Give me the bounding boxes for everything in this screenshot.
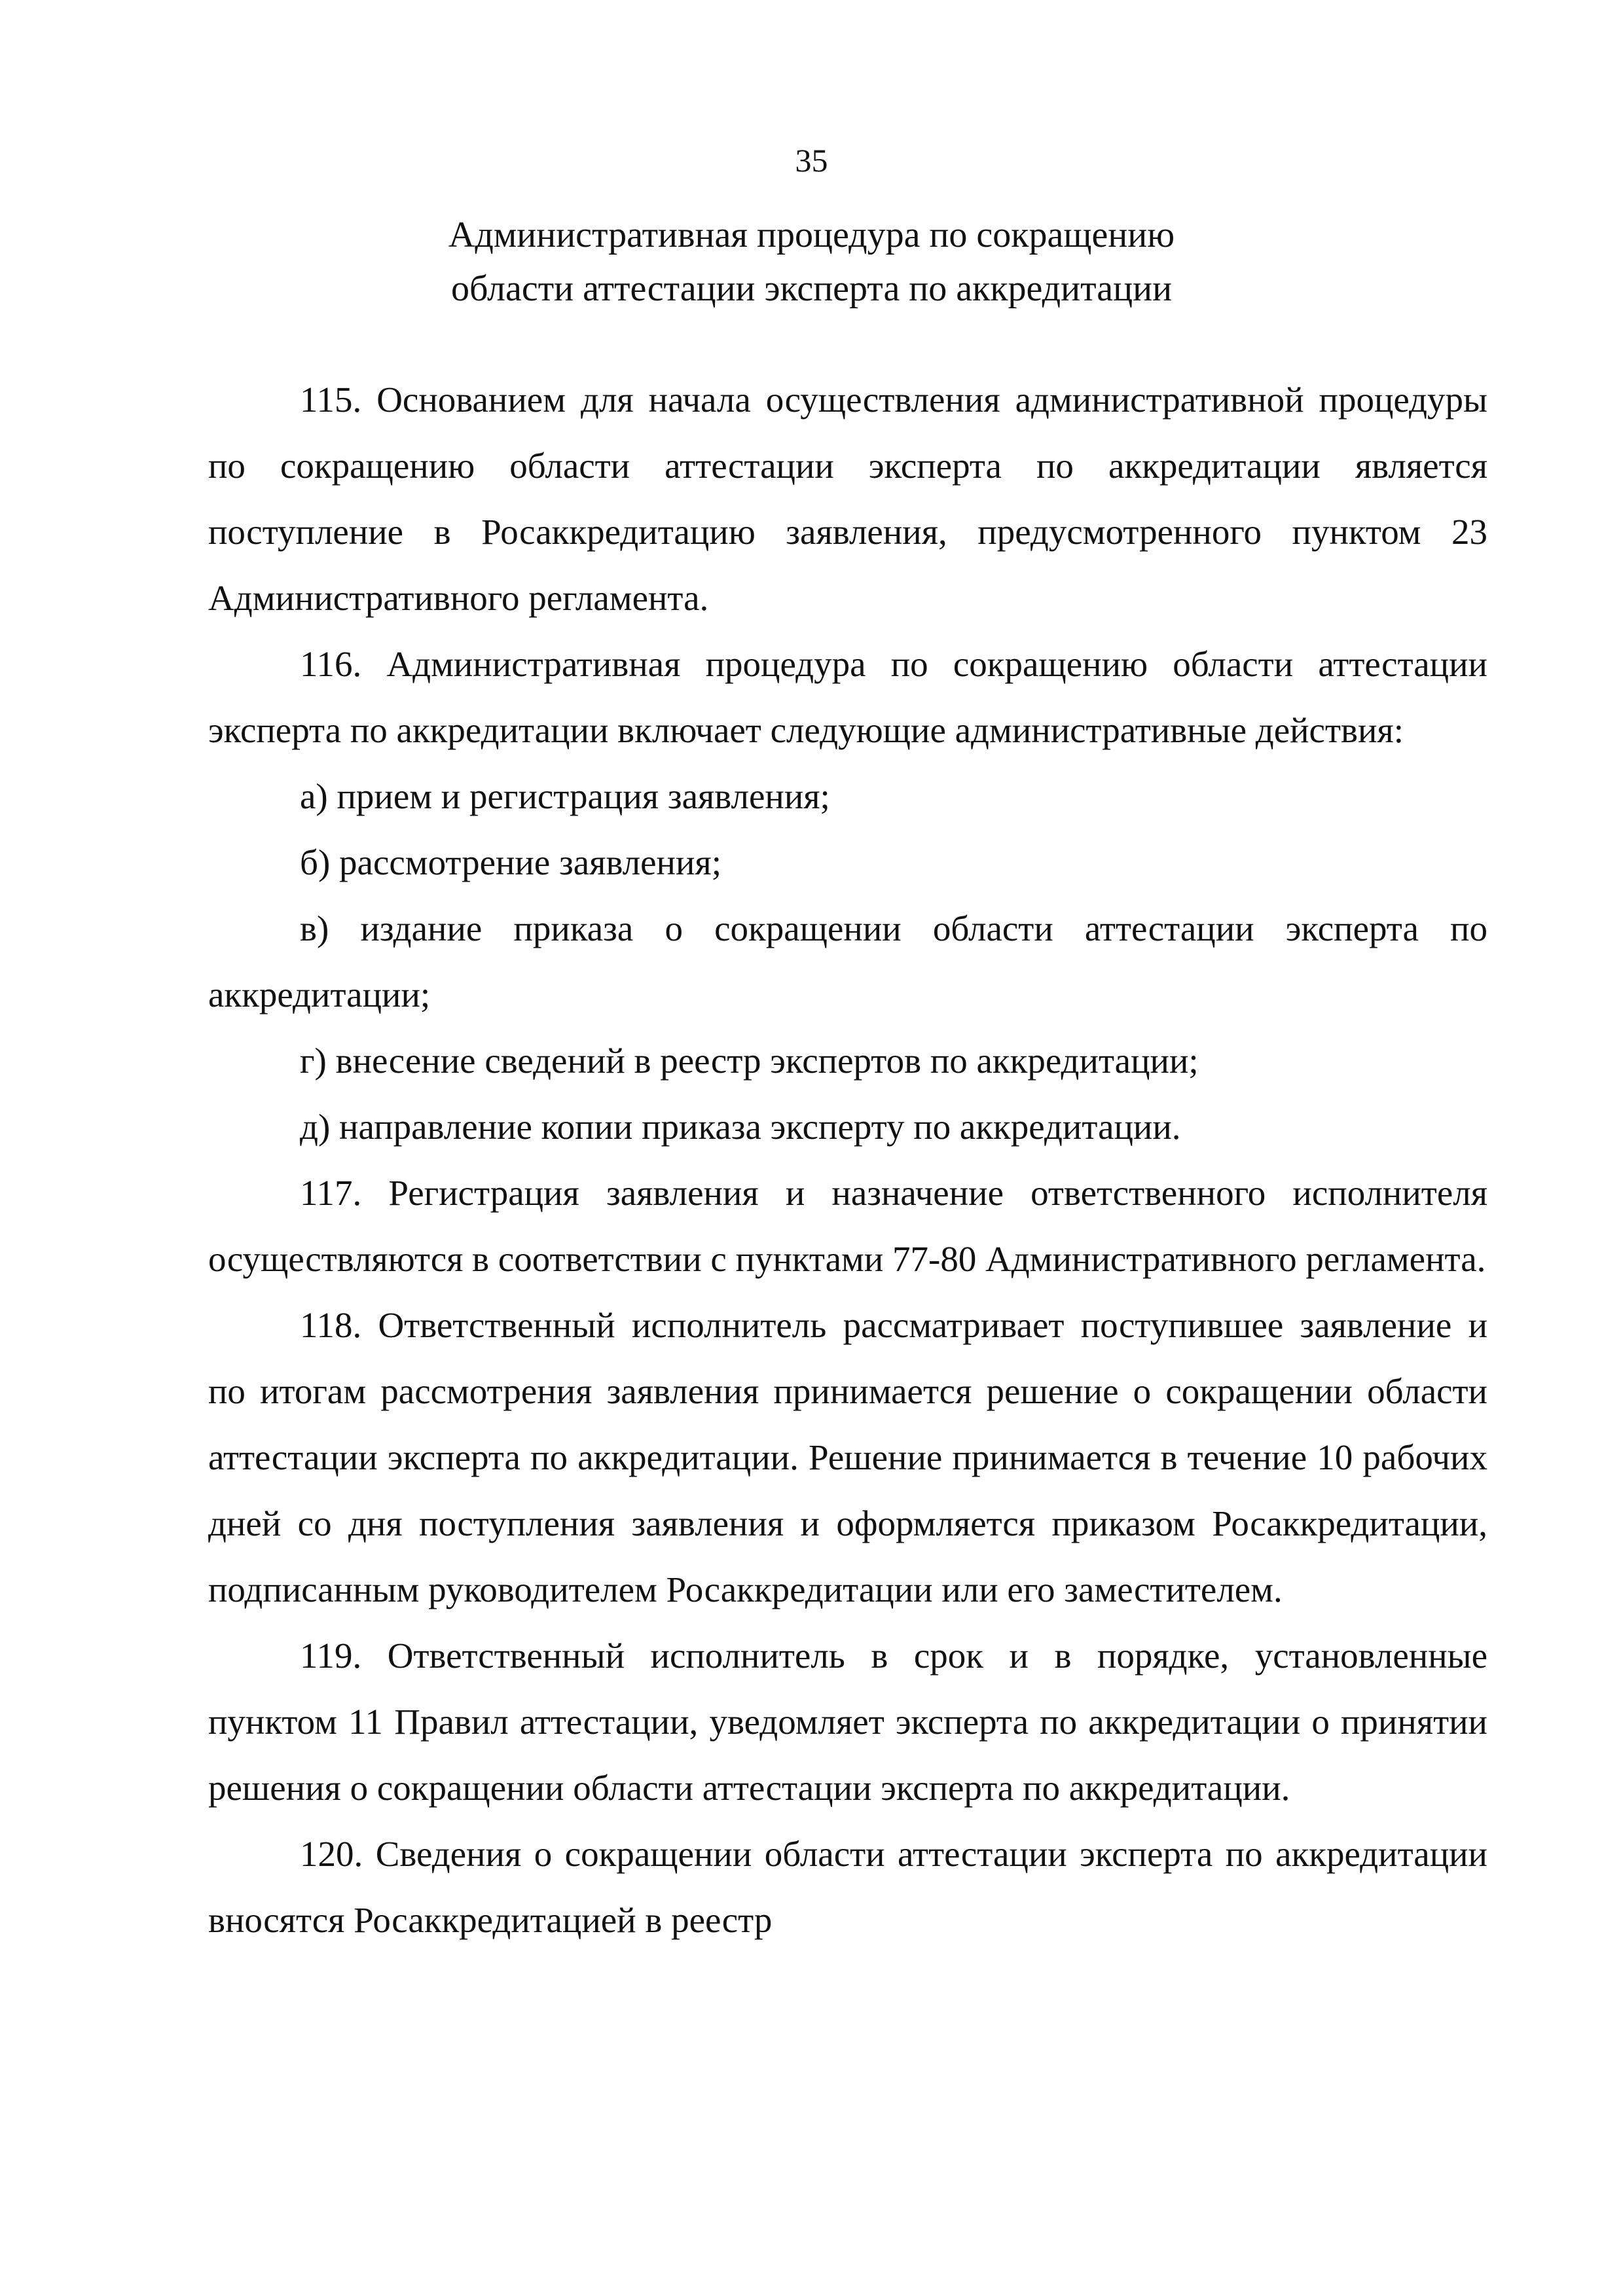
section-title bbox=[196, 208, 1427, 315]
paragraph-116: 116. Административная процедура по сокращению области аттестации эксперта по аккредитации включает следующие административные действия: bbox=[208, 644, 1487, 750]
section-title-line-2: области аттестации эксперта по аккредитации bbox=[450, 268, 1173, 309]
list-item-b: б) рассмотрение заявления; bbox=[300, 842, 721, 882]
page-number: 35 bbox=[795, 142, 828, 179]
section-title-line-1: Административная процедура по сокращению bbox=[448, 215, 1175, 255]
list-item-v: в) издание приказа о сокращении области аттестации эксперта по аккредитации; bbox=[208, 908, 1487, 1014]
list-item-d: д) направление копии приказа эксперту по аккредитации. bbox=[300, 1107, 1181, 1147]
list-item-a: а) прием и регистрация заявления; bbox=[300, 776, 830, 816]
paragraph-118: 118. Ответственный исполнитель рассматривает поступившее заявление и по итогам рассмотрения заявления принимается решение о сокращении области аттестации эксперта по аккредитации. Решение принимается в течение 10 рабочих дней со дня поступления заявления и оформляется приказом Росаккредитации, подписанным руководителем Росаккредитации или его заместителем. bbox=[208, 1305, 1487, 1609]
paragraph-119: 119. Ответственный исполнитель в срок и в порядке, установленные пунктом 11 Правил аттестации, уведомляет эксперта по аккредитации о принятии решения о сокращении области аттестации эксперта по аккредитации. bbox=[208, 1636, 1487, 1808]
paragraph-115: 115. Основанием для начала осуществления административной процедуры по сокращению области аттестации эксперта по аккредитации является поступление в Росаккредитацию заявления, предусмотренного пунктом 23 Административного регламента. bbox=[208, 380, 1487, 618]
list-item-g: г) внесение сведений в реестр экспертов по аккредитации; bbox=[300, 1041, 1199, 1081]
paragraph-120: 120. Сведения о сокращении области аттестации эксперта по аккредитации вносятся Росаккредитацией в реестр bbox=[208, 1834, 1487, 1940]
body-text bbox=[208, 367, 1487, 1953]
paragraph-117: 117. Регистрация заявления и назначение ответственного исполнителя осуществляются в соответствии с пунктами 77-80 Административного регламента. bbox=[208, 1173, 1487, 1279]
